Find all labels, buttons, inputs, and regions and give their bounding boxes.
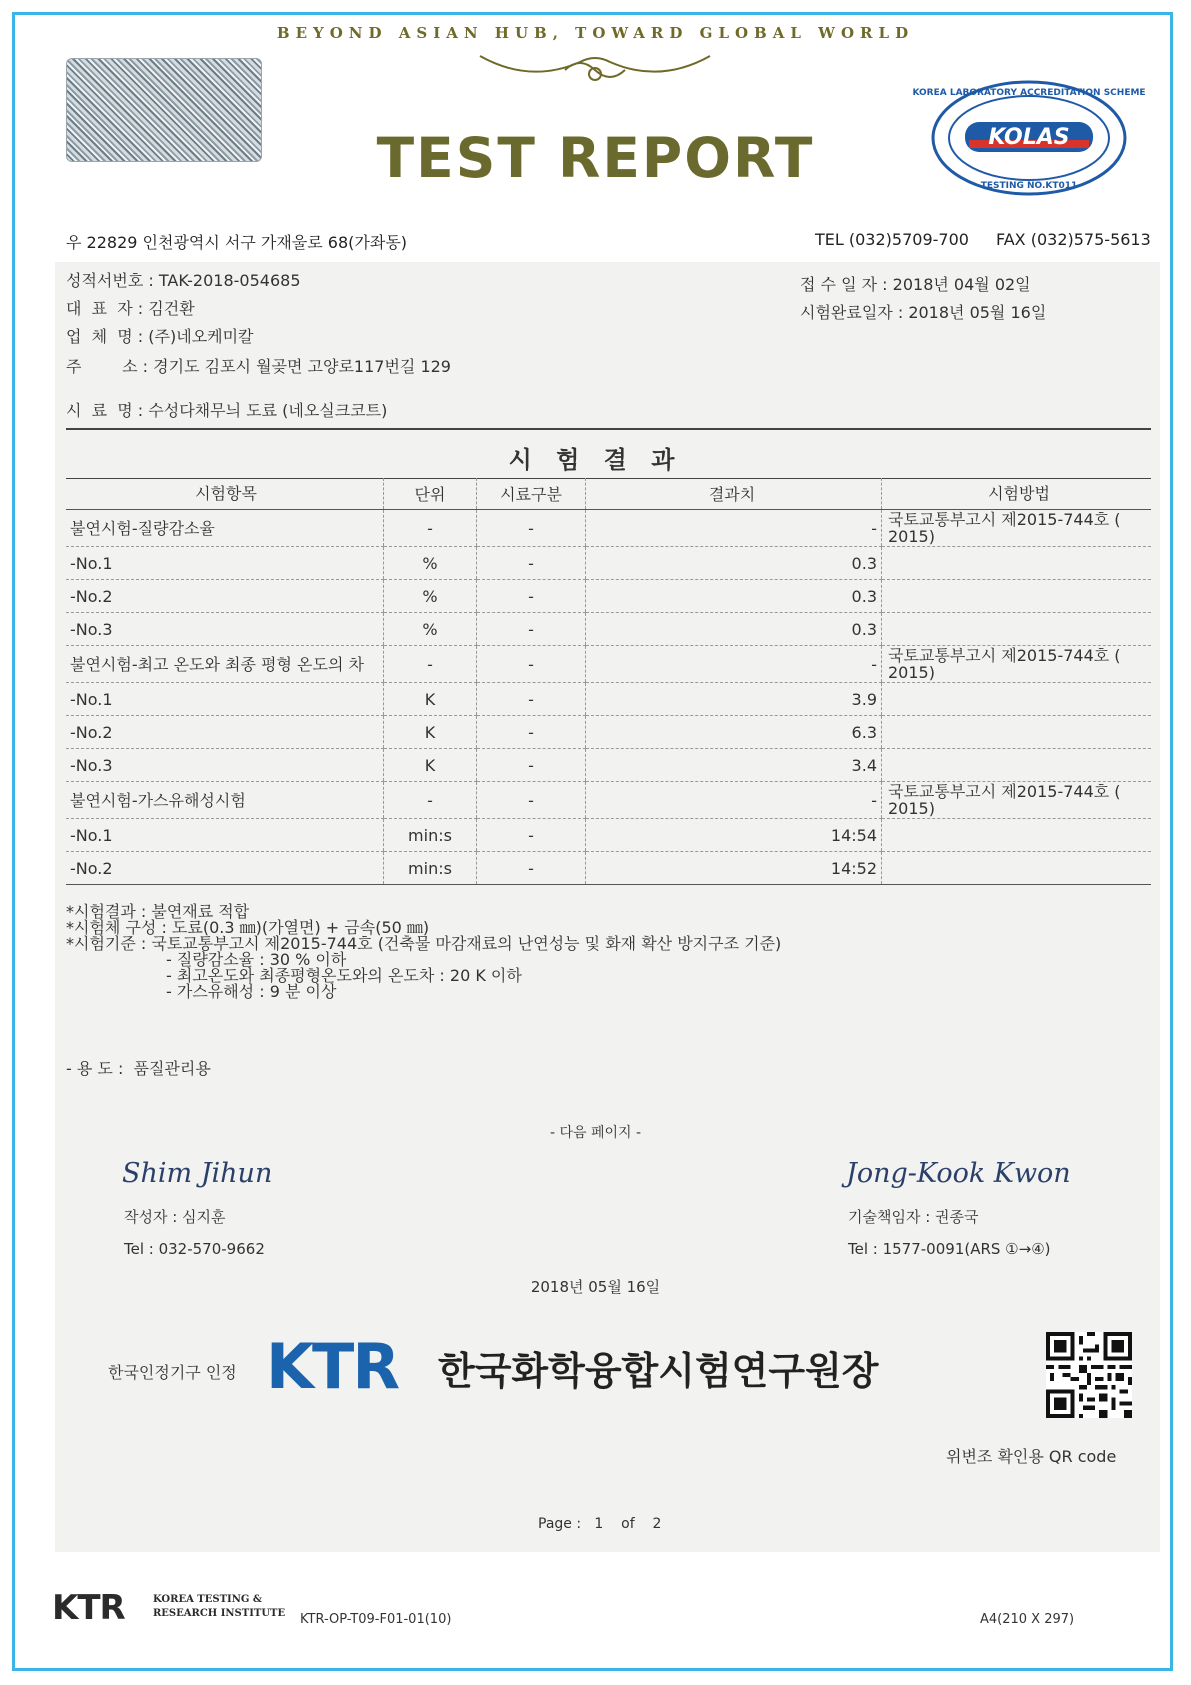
header-method: 시험방법 — [882, 478, 1152, 510]
sample-label: 시 료 명 : — [66, 401, 144, 420]
received-row — [800, 272, 1031, 295]
usage-label: - 용 도 : — [66, 1059, 124, 1078]
header-value: 결과치 — [586, 478, 882, 510]
cell-sample: - — [477, 819, 586, 852]
note-criterion: - 가스유해성 : 9 분 이상 — [166, 982, 337, 1001]
kolas-logo-text: KOLAS — [988, 125, 1070, 150]
slogan: BEYOND ASIAN HUB, TOWARD GLOBAL WORLD — [276, 24, 915, 42]
note-standard: *시험기준 : 국토교통부고시 제2015-744호 (건축물 마감재료의 난연성능 및 화재 확산 방지구조 기준) — [66, 934, 782, 953]
table-row — [66, 819, 1151, 852]
cell-unit: - — [384, 510, 477, 547]
cell-method: 국토교통부고시 제2015-744호 ( 2015) — [882, 510, 1152, 547]
table-row — [66, 547, 1151, 580]
cell-value: 0.3 — [586, 580, 882, 613]
rep-name: 김건환 — [148, 299, 195, 318]
cell-method — [882, 716, 1152, 749]
footer-ktr-logo: KTR — [52, 1588, 125, 1628]
client-address-label: 주 소 : — [66, 357, 149, 376]
cell-value: 3.4 — [586, 749, 882, 782]
header-item: 시험항목 — [66, 478, 384, 510]
author-signature: Shim Jihun — [122, 1158, 273, 1189]
kolas-logo — [912, 78, 1146, 198]
cell-unit: min:s — [384, 819, 477, 852]
cell-unit: K — [384, 749, 477, 782]
cell-item: -No.3 — [66, 749, 384, 782]
cell-value: 14:54 — [586, 819, 882, 852]
header-unit: 단위 — [384, 478, 477, 510]
report-no-label: 성적서번호 : — [66, 271, 154, 290]
cell-value: 14:52 — [586, 852, 882, 885]
cell-item: -No.2 — [66, 852, 384, 885]
ktr-logo: KTR — [266, 1330, 399, 1403]
cell-item: -No.1 — [66, 819, 384, 852]
paper-size: A4(210 X 297) — [980, 1612, 1075, 1627]
cell-sample: - — [477, 852, 586, 885]
cell-method — [882, 852, 1152, 885]
page-total: 2 — [652, 1516, 662, 1532]
cell-unit: min:s — [384, 852, 477, 885]
cell-method — [882, 819, 1152, 852]
cell-item: -No.1 — [66, 683, 384, 716]
next-page-note: - 다음 페이지 - — [549, 1125, 642, 1141]
table-row — [66, 683, 1151, 716]
cell-method — [882, 749, 1152, 782]
cell-item: -No.2 — [66, 580, 384, 613]
sample-name: 수성다채무늬 도료 (네오실크코트) — [148, 401, 388, 420]
rep-label: 대 표 자 : — [66, 299, 144, 318]
cell-unit: K — [384, 683, 477, 716]
usage-value: 품질관리용 — [133, 1059, 211, 1078]
cell-sample: - — [477, 683, 586, 716]
note-criterion: - 질량감소율 : 30 % 이하 — [166, 950, 347, 969]
received-label: 접 수 일 자 : — [800, 275, 888, 294]
ornament-icon — [470, 44, 720, 94]
table-row — [66, 646, 1151, 683]
accreditation-text: 한국인정기구 인정 — [108, 1363, 237, 1382]
completed-row — [800, 300, 1046, 323]
cell-method — [882, 683, 1152, 716]
cell-item: 불연시험-가스유해성시험 — [66, 782, 384, 819]
note-specimen: *시험체 구성 : 도료(0.3 ㎜)(가열면) + 금속(50 ㎜) — [66, 918, 430, 937]
table-row — [66, 613, 1151, 646]
table-row — [66, 716, 1151, 749]
cell-item: 불연시험-질량감소율 — [66, 510, 384, 547]
cell-sample: - — [477, 613, 586, 646]
cell-value: 0.3 — [586, 613, 882, 646]
table-header-row — [66, 478, 1151, 510]
page-label: Page : — [538, 1516, 582, 1532]
cell-method: 국토교통부고시 제2015-744호 ( 2015) — [882, 646, 1152, 683]
cell-sample: - — [477, 510, 586, 547]
table-row — [66, 749, 1151, 782]
author-tel: Tel : 032-570-9662 — [124, 1240, 265, 1258]
company-label: 업 체 명 : — [66, 327, 144, 346]
completed-label: 시험완료일자 : — [800, 303, 904, 322]
cell-method: 국토교통부고시 제2015-744호 ( 2015) — [882, 782, 1152, 819]
company-row — [66, 324, 254, 347]
note-criterion: - 최고온도와 최종평형온도와의 온도차 : 20 K 이하 — [166, 966, 522, 985]
cell-unit: % — [384, 613, 477, 646]
cell-item: -No.3 — [66, 613, 384, 646]
results-table — [66, 478, 1151, 885]
lab-fax: FAX (032)575-5613 — [996, 230, 1151, 249]
table-row — [66, 852, 1151, 885]
form-number: KTR-OP-T09-F01-01(10) — [300, 1612, 452, 1627]
sample-row — [66, 398, 387, 421]
table-row — [66, 580, 1151, 613]
cell-sample: - — [477, 782, 586, 819]
cell-unit: - — [384, 782, 477, 819]
cell-method — [882, 547, 1152, 580]
cell-sample: - — [477, 547, 586, 580]
tech-tel: Tel : 1577-0091(ARS ①→④) — [848, 1240, 1051, 1258]
tech-signature: Jong-Kook Kwon — [846, 1158, 1071, 1189]
lab-tel: TEL (032)5709-700 — [815, 230, 969, 249]
cell-item: -No.1 — [66, 547, 384, 580]
address-row — [66, 354, 451, 377]
completed-date: 2018년 05월 16일 — [908, 303, 1047, 322]
kolas-testing-no: TESTING NO.KT011 — [980, 181, 1078, 191]
cell-unit: % — [384, 547, 477, 580]
cell-value: 0.3 — [586, 547, 882, 580]
cell-item: -No.2 — [66, 716, 384, 749]
footer-org-line1: KOREA TESTING & — [153, 1594, 262, 1605]
report-no: TAK-2018-054685 — [158, 271, 301, 290]
cell-method — [882, 580, 1152, 613]
tech-manager: 기술책임자 : 권종국 — [848, 1208, 979, 1226]
cell-sample: - — [477, 580, 586, 613]
company-name: (주)네오케미칼 — [148, 327, 254, 346]
author-name: 작성자 : 심지훈 — [124, 1208, 226, 1226]
cell-sample: - — [477, 646, 586, 683]
divider — [66, 428, 1151, 430]
institute-name: 한국화학융합시험연구원장 — [438, 1349, 879, 1393]
report-title: TEST REPORT — [376, 126, 815, 190]
cell-unit: % — [384, 580, 477, 613]
header-sample: 시료구분 — [477, 478, 586, 510]
cell-unit: K — [384, 716, 477, 749]
report-no-row — [66, 268, 301, 291]
page-indicator — [538, 1516, 661, 1532]
page-current: 1 — [594, 1516, 604, 1532]
kolas-top-text: KOREA LABORATORY ACCREDITATION SCHEME — [912, 88, 1146, 98]
cell-value: - — [586, 782, 882, 819]
footer-org — [153, 1593, 285, 1621]
usage-row — [66, 1056, 211, 1079]
cell-sample: - — [477, 749, 586, 782]
received-date: 2018년 04월 02일 — [892, 275, 1031, 294]
cell-value: - — [586, 646, 882, 683]
lab-address: 우 22829 인천광역시 서구 가재울로 68(가좌동) — [66, 233, 408, 252]
table-row — [66, 510, 1151, 547]
table-row — [66, 782, 1151, 819]
note-result: *시험결과 : 불연재료 적합 — [66, 902, 250, 921]
cell-sample: - — [477, 716, 586, 749]
page-of: of — [621, 1516, 635, 1532]
cell-method — [882, 613, 1152, 646]
qr-caption: 위변조 확인용 QR code — [946, 1447, 1117, 1466]
cell-value: 3.9 — [586, 683, 882, 716]
issue-date: 2018년 05월 16일 — [530, 1278, 661, 1296]
rep-row — [66, 296, 195, 319]
qr-code-icon — [1046, 1332, 1132, 1418]
cell-value: - — [586, 510, 882, 547]
cell-unit: - — [384, 646, 477, 683]
footer-org-line2: RESEARCH INSTITUTE — [153, 1608, 286, 1619]
cell-value: 6.3 — [586, 716, 882, 749]
notes-block — [66, 904, 781, 1000]
cell-item: 불연시험-최고 온도와 최종 평형 온도의 차 — [66, 646, 384, 683]
results-title: 시 험 결 과 — [508, 446, 683, 474]
client-address: 경기도 김포시 월곶면 고양로117번길 129 — [153, 357, 451, 376]
